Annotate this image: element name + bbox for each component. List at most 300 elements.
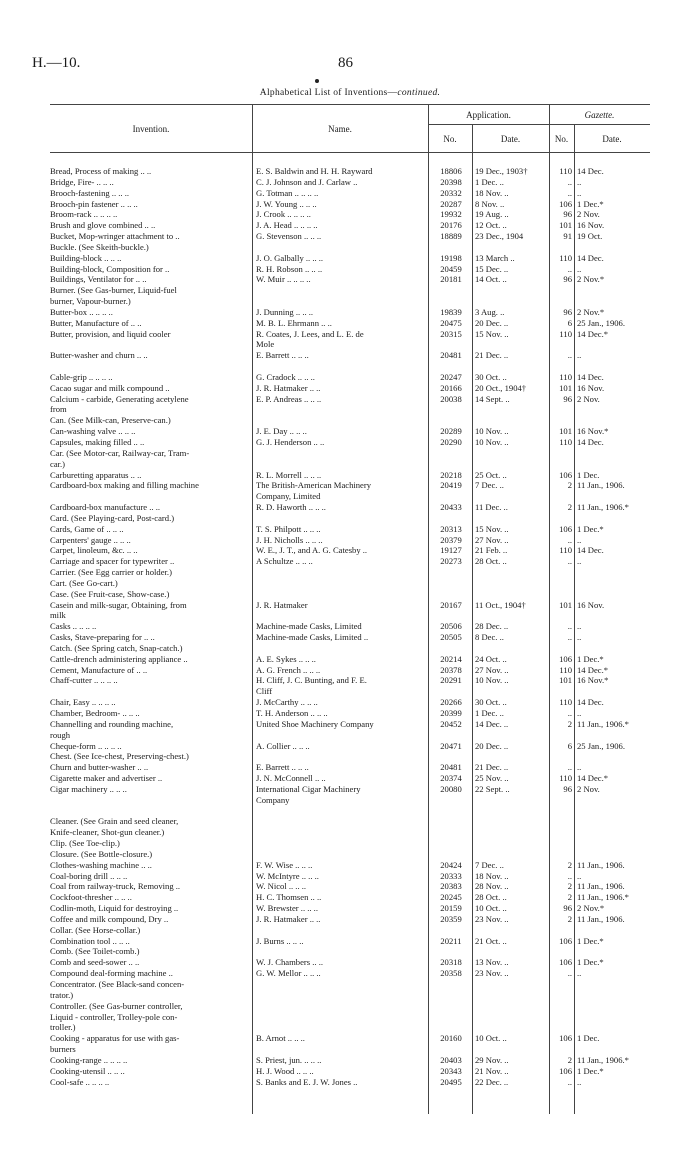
table-row xyxy=(0,1077,700,1088)
application-date-cell: 19 Dec., 1903† xyxy=(475,166,528,176)
gazette-date-cell: 25 Jan., 1906. xyxy=(577,317,625,328)
table-row xyxy=(0,795,700,806)
name-cell: G. Cradock .. .. .. xyxy=(256,371,315,382)
invention-cell: Carburetting apparatus .. .. xyxy=(50,469,142,480)
application-date-cell: 29 Nov. .. xyxy=(475,1054,509,1065)
gazette-no-cell: 106 xyxy=(559,198,572,209)
name-cell: The British-American Machinery xyxy=(256,480,372,491)
name-cell: Cliff xyxy=(256,686,273,697)
table-row xyxy=(0,806,700,817)
table-row xyxy=(0,199,700,210)
name-cell: S. Priest, jun. .. .. .. xyxy=(256,1054,322,1065)
header-gaz-date: Date. xyxy=(602,134,622,144)
name-cell: J. McCarthy .. .. .. xyxy=(256,697,318,708)
header-invention: Invention. xyxy=(132,124,170,134)
application-no-cell: 20383 xyxy=(440,881,462,892)
application-date-cell: 10 Nov. .. xyxy=(475,675,509,686)
invention-cell: Coal from railway-truck, Removing .. xyxy=(50,881,181,892)
application-date-cell: 14 Oct. .. xyxy=(475,274,507,285)
table-row xyxy=(0,925,700,936)
application-no-cell: 19932 xyxy=(440,209,462,220)
invention-cell: Butter-washer and churn .. .. xyxy=(50,350,148,361)
table-row xyxy=(0,502,700,513)
gazette-date-cell: 11 Jan., 1906. xyxy=(577,913,625,924)
gazette-no-cell: 96 xyxy=(563,274,572,285)
gazette-date-cell: 14 Dec. xyxy=(577,252,604,263)
invention-cell: Can. (See Milk-can, Preserve-can.) xyxy=(50,415,171,426)
application-no-cell: 20332 xyxy=(440,187,462,198)
invention-cell: Calcium - carbide, Generating acetylene xyxy=(50,393,189,404)
invention-cell: Can-washing valve .. .. .. xyxy=(50,426,136,437)
invention-cell: Butter-box .. .. .. .. xyxy=(50,306,113,317)
name-cell: J. R. Hatmaker .. .. xyxy=(256,913,321,924)
gazette-date-cell: 16 Nov.* xyxy=(577,675,609,686)
name-cell: J. W. Young .. .. .. xyxy=(256,198,317,209)
table-caption xyxy=(0,88,700,98)
gazette-no-cell: 2 xyxy=(567,881,572,892)
header-top-rule xyxy=(50,104,650,105)
gazette-no-cell: 101 xyxy=(559,599,572,610)
table-row xyxy=(0,610,700,621)
application-date-cell: 1 Dec. .. xyxy=(475,708,504,718)
name-cell: J. A. Head .. .. .. .. xyxy=(256,220,318,231)
table-row xyxy=(0,188,700,199)
application-date-cell: 11 Dec. .. xyxy=(475,502,508,513)
application-date-cell: 30 Oct. .. xyxy=(475,697,507,708)
table-row xyxy=(0,459,700,470)
table-row xyxy=(0,838,700,849)
invention-cell: Cooking - apparatus for use with gas- xyxy=(50,1033,180,1044)
application-no-cell: 20181 xyxy=(440,274,462,285)
table-row xyxy=(0,535,700,546)
gazette-date-cell: .. xyxy=(577,632,582,643)
invention-cell: Collar. (See Horse-collar.) xyxy=(50,924,141,935)
invention-cell: Cacao sugar and milk compound .. xyxy=(50,382,170,393)
application-date-cell: 15 Nov. .. xyxy=(475,328,509,339)
application-date-cell: 8 Dec. .. xyxy=(475,632,504,643)
table-row xyxy=(0,491,700,502)
gazette-date-cell: .. xyxy=(577,1076,582,1087)
invention-cell: Burner. (See Gas-burner, Liquid-fuel xyxy=(50,285,177,296)
name-cell: A. E. Sykes .. .. .. xyxy=(256,653,316,664)
table-row xyxy=(0,480,700,491)
gazette-date-cell: 11 Jan., 1906.* xyxy=(577,892,629,903)
application-date-cell: 15 Nov. .. xyxy=(475,523,509,534)
name-cell: H. Cliff, J. C. Bunting, and F. E. xyxy=(256,675,367,686)
application-no-cell: 20289 xyxy=(440,426,462,437)
gazette-date-cell: .. xyxy=(577,762,582,773)
table-row xyxy=(0,513,700,524)
name-cell: G. Totman .. .. .. .. xyxy=(256,187,319,198)
application-date-cell: 28 Dec. .. xyxy=(475,621,509,632)
application-no-cell: 19127 xyxy=(440,545,462,556)
application-no-cell: 20495 xyxy=(440,1076,462,1087)
invention-cell: Cigar machinery .. .. .. xyxy=(50,783,127,794)
application-no-cell: 20273 xyxy=(440,556,462,567)
invention-cell: Chamber, Bedroom- .. .. .. xyxy=(50,708,140,718)
page-header xyxy=(32,55,652,75)
name-cell: T. H. Anderson .. .. .. xyxy=(256,708,328,718)
application-no-cell: 20159 xyxy=(440,903,462,914)
header-gaz-no: No. xyxy=(554,134,569,144)
application-no-cell: 20459 xyxy=(440,263,462,274)
gazette-no-cell: .. xyxy=(567,534,572,545)
gazette-date-cell: 1 Dec.* xyxy=(577,198,604,209)
application-date-cell: 21 Nov. .. xyxy=(475,1065,509,1076)
name-cell: Mole xyxy=(256,339,275,350)
invention-cell: car.) xyxy=(50,458,66,469)
gazette-no-cell: .. xyxy=(567,556,572,567)
name-cell: W. Brewster .. .. .. xyxy=(256,903,318,914)
invention-cell: Buildings, Ventilator for .. .. xyxy=(50,274,147,285)
gazette-date-cell: 16 Nov.* xyxy=(577,426,609,437)
table-row xyxy=(0,903,700,914)
application-no-cell: 20424 xyxy=(440,859,462,870)
header-name: Name. xyxy=(328,124,352,134)
caption-main: Alphabetical List of Inventions— xyxy=(259,88,398,98)
gazette-date-cell: 1 Dec. xyxy=(577,469,600,480)
name-cell: G. Stevenson .. .. .. xyxy=(256,231,322,242)
name-cell: W. J. Chambers .. .. xyxy=(256,957,323,968)
application-date-cell: 14 Dec. .. xyxy=(475,718,509,729)
invention-cell: Carpenters' gauge .. .. .. xyxy=(50,534,131,545)
gazette-date-cell: .. xyxy=(577,534,582,545)
name-cell: W. E., J. T., and A. G. Catesby .. xyxy=(256,545,368,556)
name-cell: E. S. Baldwin and H. H. Rayward xyxy=(256,166,373,176)
gazette-date-cell: 14 Dec.* xyxy=(577,664,609,675)
gazette-date-cell: 11 Jan., 1906. xyxy=(577,881,625,892)
table-row xyxy=(0,415,700,426)
gazette-no-cell: .. xyxy=(567,263,572,274)
invention-cell: trator.) xyxy=(50,989,74,1000)
gazette-no-cell: .. xyxy=(567,176,572,187)
table-row xyxy=(0,567,700,578)
application-date-cell: 25 Nov. .. xyxy=(475,773,509,784)
invention-cell: burners xyxy=(50,1044,76,1055)
gazette-no-cell: 110 xyxy=(559,697,572,708)
gazette-date-cell: .. xyxy=(577,870,582,881)
name-cell: R. L. Morrell .. .. .. xyxy=(256,469,322,480)
table-row xyxy=(0,264,700,275)
application-no-cell: 20160 xyxy=(440,1033,462,1044)
table-row xyxy=(0,600,700,611)
invention-cell: Buckle. (See Skeith-buckle.) xyxy=(50,241,149,252)
invention-cell: Brooch-pin fastener .. .. .. xyxy=(50,198,138,209)
table-row xyxy=(0,892,700,903)
application-date-cell: 23 Nov. .. xyxy=(475,913,509,924)
invention-cell: Coffee and milk compound, Dry .. xyxy=(50,913,169,924)
application-date-cell: 13 March .. xyxy=(475,252,515,263)
invention-cell: Brush and glove combined .. .. xyxy=(50,220,156,231)
name-cell: A. Collier .. .. .. xyxy=(256,740,310,751)
gazette-date-cell: .. xyxy=(577,263,582,274)
name-cell: G. J. Henderson .. .. xyxy=(256,437,325,447)
name-cell: J. H. Nicholls .. .. .. xyxy=(256,534,323,545)
invention-cell: Clothes-washing machine .. .. xyxy=(50,859,152,870)
header-gazette: Gazette. xyxy=(584,110,615,120)
gazette-no-cell: 2 xyxy=(567,480,572,491)
application-date-cell: 23 Nov. .. xyxy=(475,968,509,979)
gazette-date-cell: 1 Dec.* xyxy=(577,957,604,968)
gazette-no-cell: 106 xyxy=(559,1033,572,1044)
name-cell: M. B. L. Ehrmann .. .. xyxy=(256,317,332,328)
gazette-no-cell: 91 xyxy=(563,231,572,242)
gazette-no-cell: .. xyxy=(567,187,572,198)
gazette-no-cell: 2 xyxy=(567,502,572,513)
invention-cell: from xyxy=(50,404,67,415)
application-date-cell: 28 Oct. .. xyxy=(475,892,507,903)
application-no-cell: 20287 xyxy=(440,198,462,209)
gazette-date-cell: 2 Nov.* xyxy=(577,903,605,914)
name-cell: R. D. Haworth .. .. .. xyxy=(256,502,326,513)
table-row xyxy=(0,1012,700,1023)
invention-cell: Cards, Game of .. .. .. xyxy=(50,523,124,534)
invention-cell: Broom-rack .. .. .. .. xyxy=(50,209,118,220)
table-row xyxy=(0,274,700,285)
gazette-date-cell: .. xyxy=(577,176,582,187)
application-date-cell: 25 Oct. .. xyxy=(475,469,507,480)
table-row xyxy=(0,936,700,947)
table-row xyxy=(0,632,700,643)
name-cell: R. Coates, J. Lees, and L. E. de xyxy=(256,328,364,339)
gazette-no-cell: .. xyxy=(567,708,572,718)
gazette-no-cell: 110 xyxy=(559,437,572,447)
table-row xyxy=(0,296,700,307)
gazette-no-cell: 6 xyxy=(567,317,572,328)
application-date-cell: 3 Aug. .. xyxy=(475,306,505,317)
table-row xyxy=(0,361,700,372)
table-row xyxy=(0,946,700,957)
application-no-cell: 20481 xyxy=(440,762,462,773)
name-cell: B. Arnot .. .. .. xyxy=(256,1033,305,1044)
table-row xyxy=(0,329,700,340)
application-date-cell: 18 Nov. .. xyxy=(475,187,509,198)
gazette-no-cell: .. xyxy=(567,350,572,361)
gazette-date-cell: 11 Jan., 1906.* xyxy=(577,1054,629,1065)
gazette-date-cell: .. xyxy=(577,350,582,361)
name-cell: E. Barrett .. .. .. xyxy=(256,350,309,361)
table-row xyxy=(0,470,700,481)
name-cell: A. G. French .. .. .. xyxy=(256,664,321,675)
invention-cell: Cool-safe .. .. .. .. xyxy=(50,1076,110,1087)
name-cell: E. Barrett .. .. .. xyxy=(256,762,309,773)
table-row xyxy=(0,990,700,1001)
table-row xyxy=(0,437,700,448)
invention-cell: Liquid - controller, Trolley-pole con- xyxy=(50,1011,178,1022)
invention-cell: Capsules, making filled .. .. xyxy=(50,437,145,447)
table-row xyxy=(0,1055,700,1066)
invention-cell: Chaff-cutter .. .. .. .. xyxy=(50,675,118,686)
header-bottom-rule xyxy=(50,152,650,153)
gazette-date-cell: 11 Jan., 1906.* xyxy=(577,502,629,513)
gazette-date-cell: 14 Dec. xyxy=(577,371,604,382)
gazette-no-cell: 96 xyxy=(563,209,572,220)
table-row xyxy=(0,524,700,535)
name-cell: J. R. Hatmaker .. .. xyxy=(256,382,321,393)
application-date-cell: 7 Dec. .. xyxy=(475,859,504,870)
ink-dot xyxy=(315,79,319,83)
gazette-date-cell: 14 Dec.* xyxy=(577,773,609,784)
gazette-no-cell: 2 xyxy=(567,892,572,903)
application-date-cell: 22 Dec. .. xyxy=(475,1076,509,1087)
invention-cell: Bucket, Mop-wringer attachment to .. xyxy=(50,231,180,242)
invention-cell: Building-block, Composition for .. xyxy=(50,263,170,274)
table-row xyxy=(0,773,700,784)
table-row xyxy=(0,578,700,589)
application-no-cell: 20318 xyxy=(440,957,462,968)
page-number: 86 xyxy=(338,55,353,71)
gazette-date-cell: 1 Dec.* xyxy=(577,935,604,946)
application-no-cell: 20218 xyxy=(440,469,462,480)
name-cell: S. Banks and E. J. W. Jones .. xyxy=(256,1076,358,1087)
invention-cell: Catch. (See Spring catch, Snap-catch.) xyxy=(50,642,183,653)
table-row xyxy=(0,675,700,686)
gazette-date-cell: .. xyxy=(577,556,582,567)
invention-cell: Channelling and rounding machine, xyxy=(50,718,174,729)
application-date-cell: 27 Nov. .. xyxy=(475,534,509,545)
name-cell: R. H. Robson .. .. .. xyxy=(256,263,323,274)
application-date-cell: 21 Dec. .. xyxy=(475,350,509,361)
invention-cell: Cardboard-box manufacture .. .. xyxy=(50,502,161,513)
invention-cell: Cable-grip .. .. .. .. xyxy=(50,371,113,382)
table-row xyxy=(0,957,700,968)
invention-cell: Combination tool .. .. .. xyxy=(50,935,130,946)
invention-cell: Chest. (See Ice-chest, Preserving-chest.) xyxy=(50,751,189,762)
application-no-cell: 20374 xyxy=(440,773,462,784)
invention-cell: Brooch-fastening .. .. .. xyxy=(50,187,129,198)
application-no-cell: 20378 xyxy=(440,664,462,675)
invention-cell: Butter, Manufacture of .. .. xyxy=(50,317,142,328)
name-cell: Company xyxy=(256,794,290,805)
invention-cell: Cockfoot-thresher .. .. .. xyxy=(50,892,132,903)
header-application: Application. xyxy=(466,110,511,120)
header-mid-rule xyxy=(428,124,650,125)
invention-cell: Casein and milk-sugar, Obtaining, from xyxy=(50,599,187,610)
gazette-date-cell: 16 Nov. xyxy=(577,599,605,610)
table-row xyxy=(0,220,700,231)
gazette-date-cell: 14 Dec. xyxy=(577,437,604,447)
invention-cell: milk xyxy=(50,610,66,621)
gazette-no-cell: .. xyxy=(567,632,572,643)
table-row xyxy=(0,372,700,383)
gazette-date-cell: 2 Nov.* xyxy=(577,306,605,317)
application-no-cell: 20247 xyxy=(440,371,462,382)
application-date-cell: 21 Dec. .. xyxy=(475,762,509,773)
gazette-date-cell: 19 Oct. xyxy=(577,231,603,242)
invention-cell: Butter, provision, and liquid cooler xyxy=(50,328,171,339)
application-no-cell: 20266 xyxy=(440,697,462,708)
table-row xyxy=(0,177,700,188)
gazette-no-cell: 96 xyxy=(563,783,572,794)
application-no-cell: 19839 xyxy=(440,306,462,317)
application-no-cell: 20433 xyxy=(440,502,462,513)
table-row xyxy=(0,318,700,329)
table-row xyxy=(0,448,700,459)
gazette-no-cell: 101 xyxy=(559,382,572,393)
table-row xyxy=(0,708,700,719)
application-date-cell: 10 Oct. .. xyxy=(475,903,507,914)
table-row xyxy=(0,827,700,838)
application-date-cell: 30 Oct. .. xyxy=(475,371,507,382)
table-row xyxy=(0,860,700,871)
table-row xyxy=(0,1066,700,1077)
application-no-cell: 20214 xyxy=(440,653,462,664)
application-no-cell: 18806 xyxy=(440,166,462,176)
gazette-date-cell: 1 Dec. xyxy=(577,1033,600,1044)
table-row xyxy=(0,881,700,892)
invention-cell: Cardboard-box making and filling machine xyxy=(50,480,199,491)
gazette-date-cell: 14 Dec.* xyxy=(577,328,609,339)
gazette-date-cell: 1 Dec.* xyxy=(577,1065,604,1076)
gazette-no-cell: 96 xyxy=(563,903,572,914)
invention-cell: Compound deal-forming machine .. xyxy=(50,968,173,979)
gazette-date-cell: 11 Jan., 1906. xyxy=(577,480,625,491)
application-no-cell: 19198 xyxy=(440,252,462,263)
gazette-no-cell: 2 xyxy=(567,718,572,729)
invention-cell: Controller. (See Gas-burner controller, xyxy=(50,1000,183,1011)
name-cell: A Schultze .. .. .. xyxy=(256,556,313,567)
table-row xyxy=(0,784,700,795)
gazette-no-cell: .. xyxy=(567,621,572,632)
gazette-no-cell: .. xyxy=(567,762,572,773)
application-date-cell: 24 Oct. .. xyxy=(475,653,507,664)
application-no-cell: 18889 xyxy=(440,231,462,242)
invention-cell: Cart. (See Go-cart.) xyxy=(50,577,118,588)
table-row xyxy=(0,242,700,253)
gazette-no-cell: .. xyxy=(567,870,572,881)
gazette-date-cell: 2 Nov. xyxy=(577,393,600,404)
table-row xyxy=(0,556,700,567)
name-cell: W. Muir .. .. .. .. xyxy=(256,274,311,285)
gazette-no-cell: 96 xyxy=(563,393,572,404)
application-date-cell: 23 Dec., 1904 xyxy=(475,231,524,242)
gazette-date-cell: .. xyxy=(577,621,582,632)
invention-cell: Bread, Process of making .. .. xyxy=(50,166,152,176)
table-row xyxy=(0,871,700,882)
name-cell: Machine-made Casks, Limited xyxy=(256,621,362,632)
table-row xyxy=(0,643,700,654)
invention-cell: Comb. (See Toilet-comb.) xyxy=(50,946,140,957)
application-date-cell: 14 Sept. .. xyxy=(475,393,510,404)
application-no-cell: 20452 xyxy=(440,718,462,729)
gazette-date-cell: 14 Dec. xyxy=(577,545,604,556)
application-date-cell: 10 Oct. .. xyxy=(475,1033,507,1044)
table-row xyxy=(0,1033,700,1044)
name-cell: G. W. Mellor .. .. .. xyxy=(256,968,321,979)
application-no-cell: 20343 xyxy=(440,1065,462,1076)
application-date-cell: 13 Nov. .. xyxy=(475,957,509,968)
name-cell: J. Dunning .. .. .. xyxy=(256,306,314,317)
table-row xyxy=(0,339,700,350)
gazette-no-cell: 110 xyxy=(559,371,572,382)
gazette-date-cell: 14 Dec. xyxy=(577,697,604,708)
gazette-date-cell: 2 Nov. xyxy=(577,209,600,220)
table-row xyxy=(0,285,700,296)
table-row xyxy=(0,253,700,264)
application-date-cell: 28 Oct. .. xyxy=(475,556,507,567)
name-cell: W. Nicol .. .. .. xyxy=(256,881,307,892)
application-no-cell: 20471 xyxy=(440,740,462,751)
name-cell: United Shoe Machinery Company xyxy=(256,718,374,729)
invention-cell: rough xyxy=(50,729,71,740)
table-row xyxy=(0,383,700,394)
document-reference: H.—10. xyxy=(32,55,81,71)
gazette-no-cell: 110 xyxy=(559,545,572,556)
gazette-no-cell: 96 xyxy=(563,306,572,317)
application-no-cell: 20398 xyxy=(440,176,462,187)
application-date-cell: 15 Dec. .. xyxy=(475,263,509,274)
application-date-cell: 22 Sept. .. xyxy=(475,783,510,794)
